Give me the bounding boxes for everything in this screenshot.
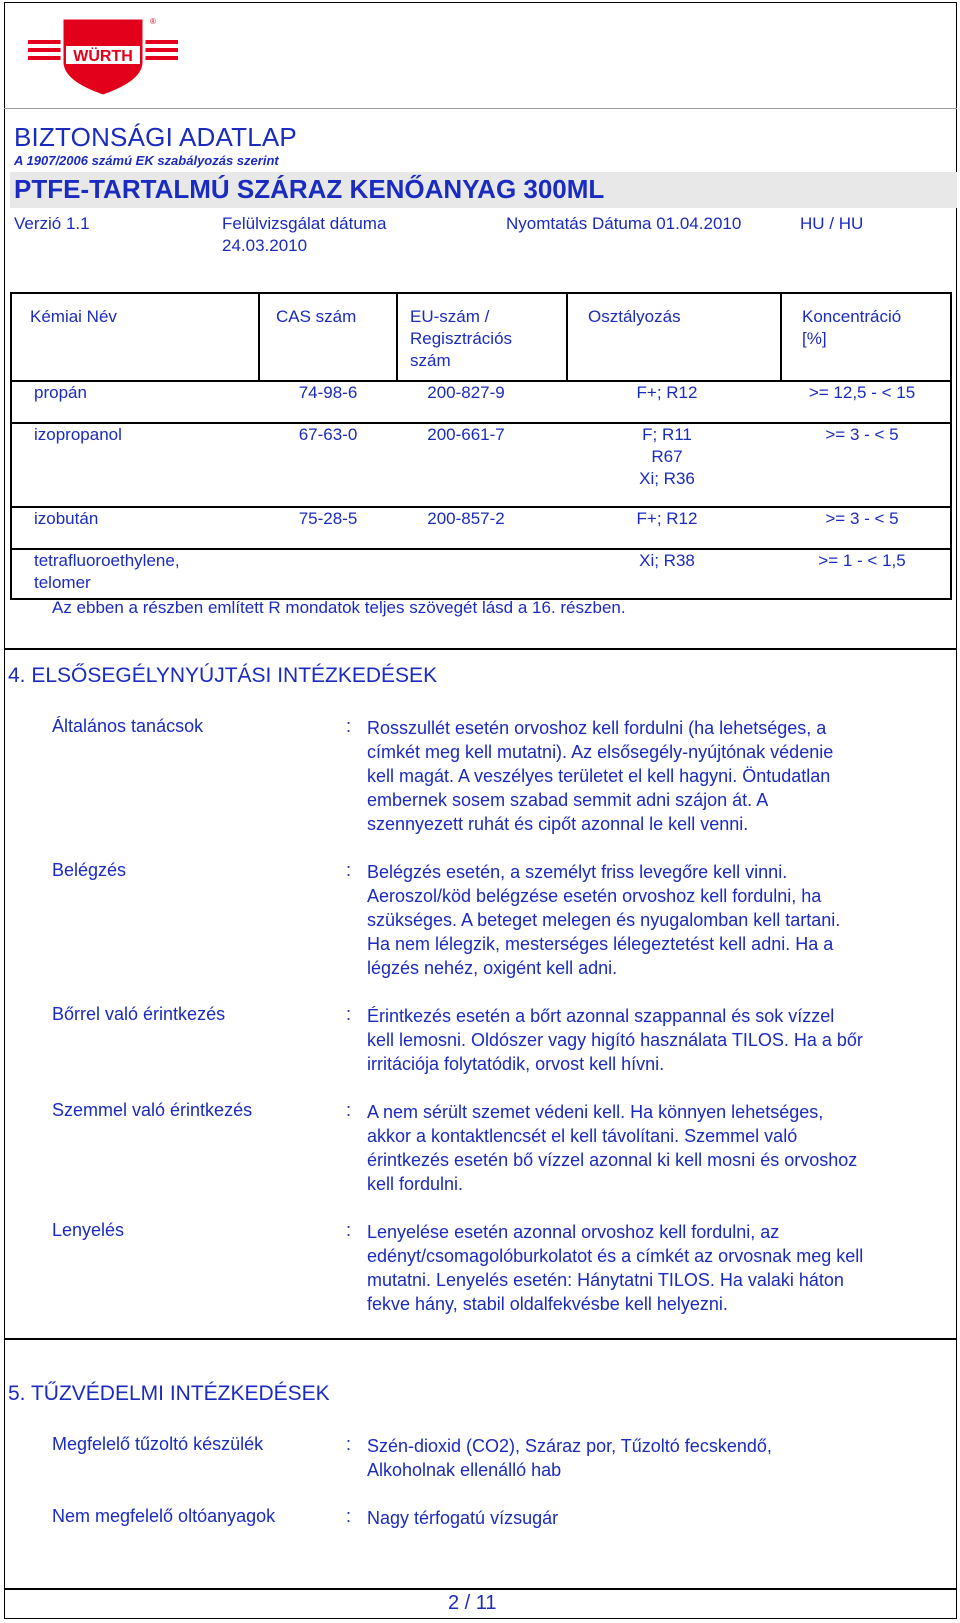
header-chemical-name: Kémiai Név xyxy=(30,307,117,326)
suitable-extinguisher-label: Megfelelő tűzoltó készülék xyxy=(52,1434,264,1454)
section-4-title: 4. ELSŐSEGÉLYNYÚJTÁSI INTÉZKEDÉSEK xyxy=(8,664,438,687)
header-eu-number: EU-szám / Regisztrációs szám xyxy=(410,307,513,370)
first-aid-eye-text: A nem sérült szemet védeni kell. Ha könnyen lehetséges, akkor a kontaktlencsét el kell távolítani. Szemmel való érintkezés esetén bő vízzel azonnal ki kell mosni és orvoshoz kell fordulni. xyxy=(367,1102,858,1194)
table-col-divider xyxy=(396,294,398,380)
colon: : xyxy=(346,1220,352,1240)
logo-wordmark: WÜRTH xyxy=(73,48,133,65)
review-date-label: Felülvizsgálat dátuma xyxy=(222,214,387,233)
row-tfe-conc: >= 1 - < 1,5 xyxy=(818,551,906,570)
row-izopropanol-name: izopropanol xyxy=(34,425,122,444)
row-izopropanol-eu: 200-661-7 xyxy=(427,425,505,444)
row-izobutan-name: izobután xyxy=(34,509,99,528)
product-title: PTFE-TARTALMÚ SZÁRAZ KENŐANYAG 300ML xyxy=(14,174,605,204)
colon: : xyxy=(346,1100,352,1120)
page-number: 2 / 11 xyxy=(448,1592,497,1614)
table-col-divider xyxy=(258,294,260,380)
suitable-extinguisher-text: Szén-dioxid (CO2), Száraz por, Tűzoltó fecskendő, Alkoholnak ellenálló hab xyxy=(367,1436,772,1480)
footer-divider xyxy=(4,1588,957,1590)
section-5-title: 5. TŰZVÉDELMI INTÉZKEDÉSEK xyxy=(8,1382,330,1405)
colon: : xyxy=(346,716,352,736)
row-propan-cas: 74-98-6 xyxy=(298,383,358,402)
row-propan-name: propán xyxy=(34,383,87,402)
first-aid-inhalation-label: Belégzés xyxy=(52,860,127,880)
regulation-subtitle: A 1907/2006 számú EK szabályozás szerint xyxy=(14,153,279,168)
table-col-divider xyxy=(780,294,782,380)
header-classification: Osztályozás xyxy=(588,307,681,326)
version-label: Verzió 1.1 xyxy=(14,214,90,233)
row-izobutan-cas: 75-28-5 xyxy=(298,509,358,528)
colon: : xyxy=(346,1506,352,1526)
first-aid-general-text: Rosszullét esetén orvoshoz kell fordulni (ha lehetséges, a címkét meg kell mutatni). Az elsősegély-nyújtónak védenie kell magát. A veszélyes területet el kell hagyni. Öntudatlan embernek sosem szabad semmit adni szájon át. A szennyezett ruhát és cipőt azonnal le kell venni. xyxy=(367,718,834,834)
first-aid-inhalation-text: Belégzés esetén, a személyt friss levegőre kell vinni. Aeroszol/köd belégzése esetén orvoshoz kell fordulni, ha szükséges. A beteget melegen és nyugalomban kell tartani. Ha nem lélegzik, mesterséges lélegeztetést kell adni. Ha a légzés nehéz, oxigént kell adni. xyxy=(367,862,841,978)
header-divider xyxy=(4,108,957,109)
colon: : xyxy=(346,1004,352,1024)
first-aid-general-label: Általános tanácsok xyxy=(52,716,204,736)
row-izobutan-conc: >= 3 - < 5 xyxy=(825,509,899,528)
row-propan-eu: 200-827-9 xyxy=(427,383,505,402)
print-date: Nyomtatás Dátuma 01.04.2010 xyxy=(506,214,742,233)
header-concentration: Koncentráció [%] xyxy=(802,307,902,348)
logo-registered-mark: ® xyxy=(150,17,156,26)
first-aid-eye-label: Szemmel való érintkezés xyxy=(52,1100,253,1120)
wurth-logo xyxy=(28,10,178,98)
row-tfe-class: Xi; R38 xyxy=(639,551,695,570)
row-tfe-name: tetrafluoroethylene, telomer xyxy=(34,551,180,592)
r-phrases-note: Az ebben a részben említett R mondatok teljes szövegét lásd a 16. részben. xyxy=(52,598,626,617)
row-propan-conc: >= 12,5 - < 15 xyxy=(808,383,916,402)
first-aid-skin-label: Bőrrel való érintkezés xyxy=(52,1004,226,1024)
row-propan-class: F+; R12 xyxy=(636,383,698,402)
unsuitable-extinguisher-text: Nagy térfogatú vízsugár xyxy=(367,1508,559,1528)
colon: : xyxy=(346,1434,352,1454)
composition-table xyxy=(10,292,952,600)
locale-code: HU / HU xyxy=(800,214,864,233)
unsuitable-extinguisher-label: Nem megfelelő oltóanyagok xyxy=(52,1506,276,1526)
row-izopropanol-conc: >= 3 - < 5 xyxy=(825,425,899,444)
table-col-divider xyxy=(566,294,568,380)
first-aid-ingestion-text: Lenyelése esetén azonnal orvoshoz kell fordulni, az edényt/csomagolóburkolatot és a címkét az orvosnak meg kell mutatni. Lenyelés esetén: Hánytatni TILOS. Ha valaki háton fekve hány, stabil oldalfekvésbe kell helyezni. xyxy=(367,1222,864,1314)
first-aid-ingestion-label: Lenyelés xyxy=(52,1220,125,1240)
section-divider xyxy=(4,1338,957,1340)
section-divider xyxy=(4,648,957,650)
colon: : xyxy=(346,860,352,880)
document-title: BIZTONSÁGI ADATLAP xyxy=(14,122,297,152)
row-izobutan-eu: 200-857-2 xyxy=(427,509,505,528)
review-date-value: 24.03.2010 xyxy=(222,236,308,255)
first-aid-skin-text: Érintkezés esetén a bőrt azonnal szappannal és sok vízzel kell lemosni. Oldószer vagy higító használata TILOS. Ha a bőr irritációja folytatódik, orvost kell hívni. xyxy=(367,1006,863,1074)
row-izobutan-class: F+; R12 xyxy=(636,509,698,528)
header-cas: CAS szám xyxy=(276,307,357,326)
row-izopropanol-class: F; R11 R67 Xi; R36 xyxy=(639,425,695,488)
row-izopropanol-cas: 67-63-0 xyxy=(298,425,358,444)
